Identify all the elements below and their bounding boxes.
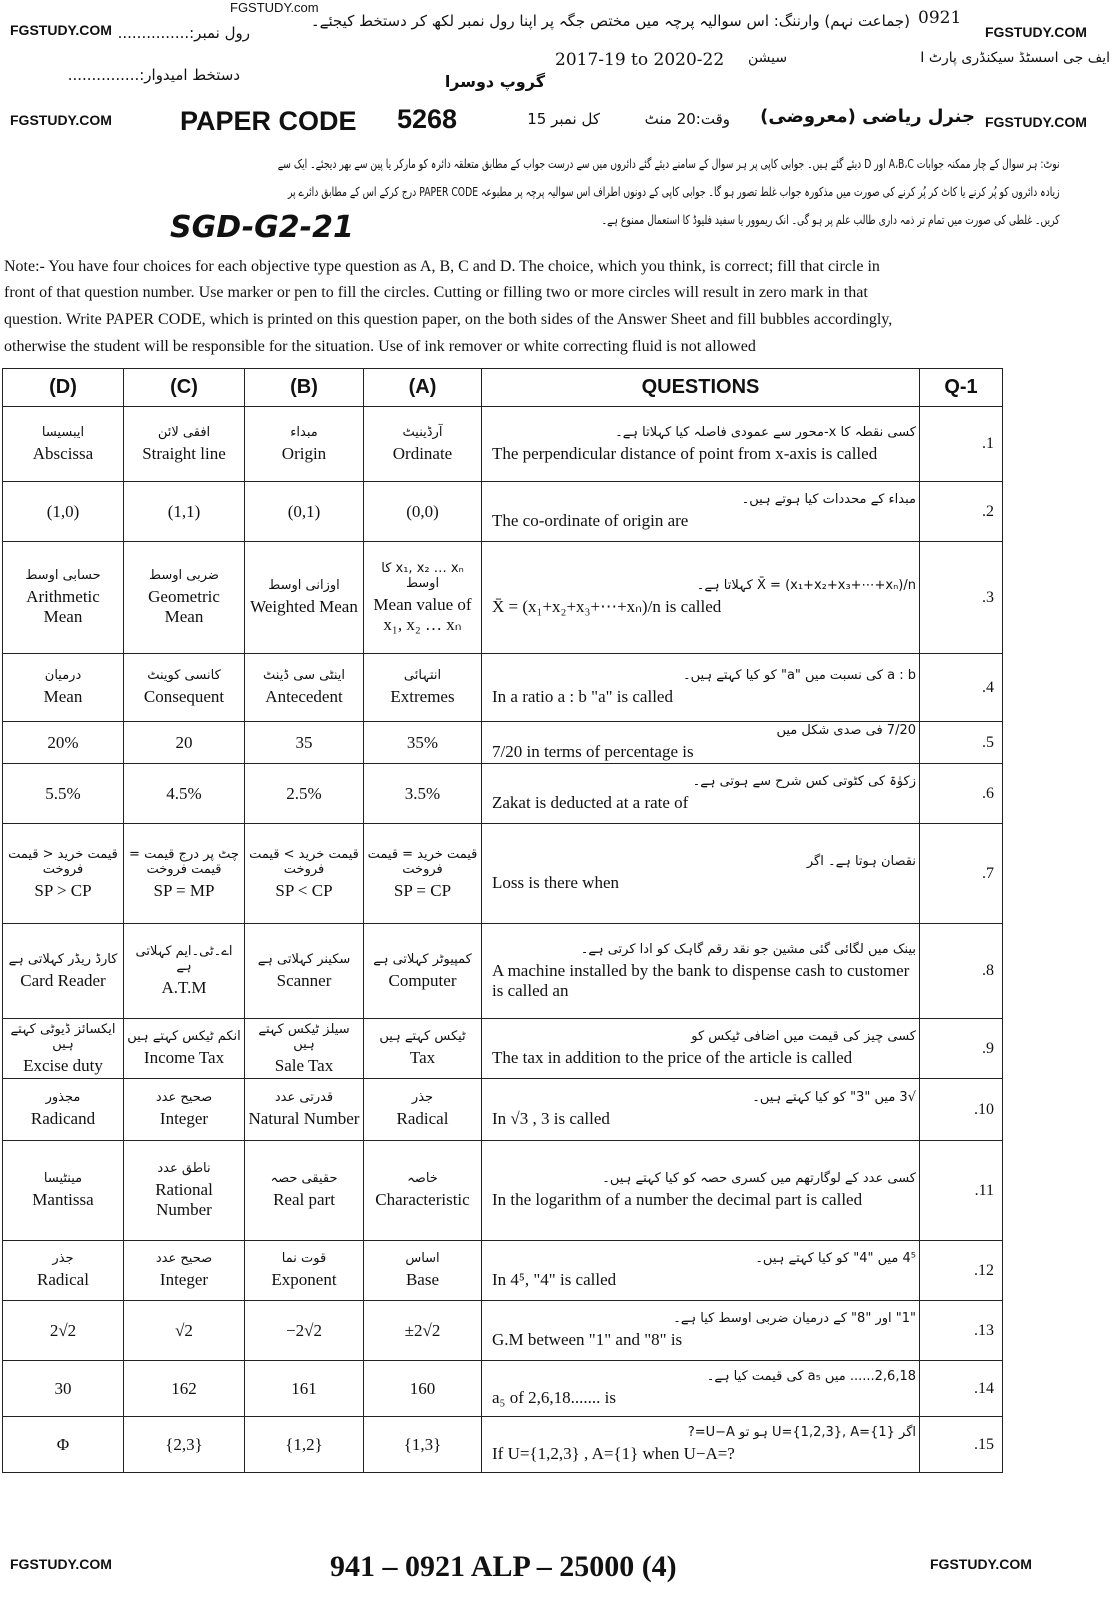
option-c-urdu: افقی لائن [157, 424, 211, 440]
option-d [3, 1241, 124, 1301]
option-d-text: Φ [56, 1434, 70, 1454]
question-english: Loss is there when [492, 873, 620, 892]
option-d-text: 20% [47, 732, 79, 752]
option-a-urdu: قیمت خرید = قیمت فروخت [367, 846, 478, 877]
question-english: X̄ = (x₁+x₂+x₃+⋯+xₙ)/n is called [492, 597, 722, 616]
option-b [245, 1361, 364, 1417]
question-text [482, 407, 920, 482]
option-a-text: 35% [406, 732, 439, 752]
question-number: .6 [920, 764, 1003, 824]
question-row [3, 482, 1003, 542]
option-c [124, 1417, 245, 1473]
option-b [245, 654, 364, 722]
question-text [482, 1019, 920, 1079]
question-text [482, 654, 920, 722]
urdu-instructions [278, 150, 1060, 234]
question-urdu: نقصان ہوتا ہے۔ اگر [806, 854, 916, 869]
option-d [3, 764, 124, 824]
question-row [3, 924, 1003, 1019]
option-b-text: Antecedent [265, 687, 343, 706]
option-d-text: Arithmetic Mean [26, 587, 100, 626]
option-c-urdu: ضربی اوسط [149, 568, 219, 583]
option-a-urdu: اساس [405, 1251, 440, 1266]
question-text [482, 1079, 920, 1141]
question-number: .7 [920, 824, 1003, 924]
option-a-text: Ordinate [392, 443, 453, 463]
option-d [3, 654, 124, 722]
option-a-text: SP = CP [393, 880, 452, 900]
option-d [3, 1079, 124, 1141]
roll-number-field: رول نمبر:............... [117, 24, 250, 42]
option-d-text: Excise duty [23, 1055, 103, 1075]
option-b-text: Natural Number [248, 1109, 360, 1128]
option-d-urdu: مجذور [45, 1090, 81, 1105]
option-c-text: √2 [175, 1320, 193, 1340]
option-a [364, 482, 482, 542]
question-urdu: اگر U={1,2,3}, A={1} ہو تو U−A=? [687, 1425, 916, 1440]
option-d-text: 2√2 [49, 1320, 77, 1340]
option-a [364, 722, 482, 764]
option-b [245, 1019, 364, 1079]
option-b [245, 1301, 364, 1361]
question-english: 7/20 in terms of percentage is [492, 742, 694, 761]
question-number: .11 [920, 1141, 1003, 1241]
option-b [245, 764, 364, 824]
question-text [482, 764, 920, 824]
option-d-urdu: مینٹیسا [43, 1171, 83, 1186]
option-b-urdu: قوت نما [281, 1251, 327, 1266]
option-d-text: SP > CP [34, 880, 92, 900]
option-a [364, 824, 482, 924]
option-c-urdu: صحیح عدد [155, 1090, 213, 1105]
option-d [3, 1417, 124, 1473]
question-english: A machine installed by the bank to dispense cash to customer is called an [492, 960, 910, 1000]
option-d [3, 924, 124, 1019]
total-marks: کل نمبر 15 [527, 110, 600, 128]
option-a [364, 1141, 482, 1241]
option-d [3, 1019, 124, 1079]
option-d [3, 722, 124, 764]
option-c [124, 482, 245, 542]
warning [311, 12, 910, 30]
option-b-urdu: اوزانی اوسط [268, 578, 340, 593]
question-row [3, 1019, 1003, 1079]
option-b-text: Weighted Mean [250, 597, 358, 616]
option-a-urdu: خاصہ [407, 1171, 438, 1186]
paper-code: 5268 [397, 104, 458, 134]
option-c-text: Rational Number [155, 1180, 213, 1219]
question-row [3, 764, 1003, 824]
question-row [3, 407, 1003, 482]
question-urdu: زکوٰۃ کی کٹوتی کس شرح سے ہوتی ہے۔ [692, 774, 916, 789]
question-number: .10 [920, 1079, 1003, 1141]
option-d-urdu: ایکسائز ڈیوٹی کہتے ہیں [10, 1021, 116, 1052]
urdu-note-line: زیادہ دائروں کو پُر کرنے یا کاٹ کر پُر کرنے کی صورت میں مذکورہ جواب غلط تصور ہو گا۔ جوابی کاپی کے دونوں اطراف اس سوالیہ پرچہ پر مطبوعہ PAPER CODE درج کرکے اس کے مطابق دائرے پر [288, 184, 1060, 199]
option-d [3, 542, 124, 654]
option-a [364, 1361, 482, 1417]
option-d-text: 5.5% [45, 783, 81, 803]
option-c-text: Income Tax [143, 1048, 225, 1067]
option-c-text: 162 [171, 1378, 197, 1398]
question-urdu: کسی نقطہ کا x-محور سے عمودی فاصلہ کیا کہلاتا ہے۔ [615, 424, 916, 440]
option-b-text: Origin [281, 443, 327, 463]
session-label: سیشن [748, 50, 788, 66]
question-english: Zakat is deducted at a rate of [492, 793, 689, 812]
question-urdu: کسی چیز کی قیمت میں اضافی ٹیکس کو [691, 1029, 916, 1044]
option-d [3, 824, 124, 924]
option-c-text: Geometric Mean [148, 587, 220, 626]
header-a: (A) [364, 369, 482, 407]
header-questions: QUESTIONS [482, 369, 920, 407]
question-english: If U={1,2,3} , A={1} when U−A=? [492, 1444, 735, 1463]
header-d: (D) [3, 369, 124, 407]
option-b [245, 1079, 364, 1141]
english-note-line: Note:- You have four choices for each objective type question as A, B, C and D. The choice, which you think, is correct; fill that circle in [4, 258, 880, 275]
candidate-signature-field: دستخط امیدوار:............... [67, 66, 240, 84]
footer-code: 941 – 0921 ALP – 25000 (4) [330, 1550, 677, 1583]
question-english: The tax in addition to the price of the article is called [492, 1048, 853, 1067]
option-b-urdu: سیلز ٹیکس کہتے ہیں [258, 1021, 350, 1052]
question-text [482, 1361, 920, 1417]
option-d-text: Abscissa [32, 443, 94, 463]
question-row [3, 1241, 1003, 1301]
watermark: FGSTUDY.COM [985, 24, 1087, 40]
english-note-line: front of that question number. Use marker or pen to fill the circles. Cutting or filling two or more circles will result in zero mark in that [4, 284, 868, 301]
question-number: .2 [920, 482, 1003, 542]
option-c-text: 4.5% [166, 783, 202, 803]
option-c [124, 824, 245, 924]
option-b [245, 482, 364, 542]
option-b-urdu: سکینر کہلاتی ہے [257, 951, 351, 967]
option-a-urdu: x₁, x₂ … xₙ کا اوسط [381, 560, 464, 591]
option-a-text: Computer [388, 970, 457, 990]
watermark: FGSTUDY.COM [985, 114, 1087, 130]
option-b [245, 542, 364, 654]
question-english: G.M between "1" and "8" is [492, 1330, 683, 1349]
watermark: FGSTUDY.COM [10, 22, 112, 38]
option-d [3, 1361, 124, 1417]
option-a-text: {1,3} [403, 1434, 442, 1454]
option-c-urdu: ناطق عدد [157, 1161, 211, 1176]
option-a-text: Characteristic [375, 1190, 470, 1209]
option-b-text: Real part [273, 1190, 335, 1209]
watermark: FGSTUDY.COM [10, 112, 112, 128]
option-b [245, 407, 364, 482]
option-a-text: (0,0) [406, 501, 439, 521]
option-a [364, 1241, 482, 1301]
option-d-urdu: کارڈ ریڈر کہلاتی ہے [8, 951, 118, 967]
question-row [3, 722, 1003, 764]
watermark: FGSTUDY.com [230, 0, 319, 15]
option-a [364, 764, 482, 824]
option-b-urdu: قدرتی عدد [274, 1090, 334, 1105]
question-english: In a ratio a : b "a" is called [492, 687, 673, 706]
option-a-text: Tax [409, 1048, 436, 1067]
option-c-text: Integer [159, 1270, 209, 1289]
session-years: 2017-19 to 2020-22 [555, 50, 725, 70]
option-a-urdu: ٹیکس کہتے ہیں [379, 1029, 466, 1044]
question-row [3, 824, 1003, 924]
option-c [124, 654, 245, 722]
question-english: The perpendicular distance of point from x-axis is called [492, 443, 878, 463]
option-d-urdu: درمیان [44, 668, 82, 683]
option-d-text: Mean [43, 687, 83, 706]
option-c-urdu: انکم ٹیکس کہتے ہیں [127, 1029, 241, 1044]
option-b-text: 2.5% [286, 783, 322, 803]
question-row [3, 1417, 1003, 1473]
option-c-urdu: کانسی کوینٹ [147, 668, 221, 683]
option-b-text: Exponent [271, 1270, 337, 1289]
question-urdu: a : b کی نسبت میں "a" کو کیا کہتے ہیں۔ [683, 668, 916, 683]
option-a-urdu: کمپیوٹر کہلاتی ہے [373, 951, 472, 967]
option-d [3, 1301, 124, 1361]
time-allowed: وقت:20 منٹ [644, 110, 730, 128]
option-a-urdu: آرڈینیٹ [402, 424, 443, 440]
question-number: .12 [920, 1241, 1003, 1301]
question-urdu: 7/20 فی صدی شکل میں [776, 723, 916, 738]
paper-code-label: PAPER CODE [180, 106, 357, 136]
option-d-text: Radicand [30, 1109, 96, 1128]
question-english: In 4⁵, "4" is called [492, 1270, 617, 1289]
option-b-text: (0,1) [287, 501, 321, 521]
option-a-text: Mean value of x₁, x₂ … xₙ [373, 594, 472, 634]
question-number: .4 [920, 654, 1003, 722]
option-c [124, 764, 245, 824]
option-b-text: {1,2} [285, 1434, 323, 1454]
question-text [482, 1141, 920, 1241]
question-number: .8 [920, 924, 1003, 1019]
option-c [124, 1361, 245, 1417]
option-a-text: ±2√2 [404, 1320, 441, 1340]
option-c-urdu: چٹ پر درج قیمت = قیمت فروخت [129, 846, 239, 877]
question-text [482, 542, 920, 654]
option-d-urdu: جذر [52, 1251, 74, 1266]
option-c-urdu: صحیح عدد [155, 1251, 213, 1266]
question-number: .9 [920, 1019, 1003, 1079]
option-b [245, 1241, 364, 1301]
question-urdu: √3 میں "3" کو کیا کہتے ہیں۔ [752, 1090, 916, 1105]
option-c-text: 20 [175, 732, 193, 752]
option-b [245, 1141, 364, 1241]
option-d-urdu: حسابی اوسط [25, 568, 101, 583]
subject-title: جنرل ریاضی (معروضی) [760, 106, 975, 127]
option-b [245, 1417, 364, 1473]
question-row [3, 542, 1003, 654]
question-urdu: مبداء کے محددات کیا ہوتے ہیں۔ [741, 492, 916, 507]
header-c: (C) [124, 369, 245, 407]
option-b [245, 824, 364, 924]
question-row [3, 654, 1003, 722]
option-c-text: A.T.M [161, 978, 207, 997]
option-c [124, 407, 245, 482]
question-text [482, 722, 920, 764]
option-b-text: −2√2 [286, 1320, 322, 1340]
question-urdu: X̄ = (x₁+x₂+x₃+⋯+xₙ)/n کہلاتا ہے۔ [696, 578, 916, 593]
option-c-urdu: اے۔ٹی۔ایم کہلاتی ہے [135, 944, 233, 974]
question-text [482, 824, 920, 924]
question-text [482, 924, 920, 1019]
question-english: In the logarithm of a number the decimal part is called [492, 1190, 863, 1209]
question-english: a₅ of 2,6,18....... is [492, 1388, 616, 1407]
question-number: .1 [920, 407, 1003, 482]
option-b-text: 161 [291, 1378, 317, 1398]
option-d-urdu: قیمت خرید < قیمت فروخت [8, 846, 118, 877]
option-a-text: Extremes [390, 687, 455, 706]
option-c-text: {2,3} [165, 1434, 203, 1454]
option-a-urdu: جذر [411, 1090, 434, 1105]
option-a [364, 654, 482, 722]
header-q1: Q-1 [920, 369, 1003, 407]
option-c [124, 1079, 245, 1141]
option-a-text: Radical [396, 1109, 449, 1128]
option-c-text: Integer [159, 1109, 209, 1128]
option-d-text: Mantissa [32, 1190, 94, 1209]
question-text [482, 1241, 920, 1301]
option-d [3, 1141, 124, 1241]
option-a-text: 3.5% [404, 783, 441, 803]
option-b-text: Scanner [276, 970, 332, 990]
board-name: ایف جی اسسٹڈ سیکنڈری پارٹ I [920, 50, 1110, 66]
question-urdu: "1" اور "8" کے درمیان ضربی اوسط کیا ہے۔ [673, 1311, 916, 1326]
question-row [3, 1361, 1003, 1417]
english-note-line: question. Write PAPER CODE, which is printed on this question paper, on the both sides of the Answer Sheet and fill bubbles accordingly, [4, 311, 893, 328]
question-urdu: 2,6,18...... میں a₅ کی قیمت کیا ہے۔ [706, 1369, 916, 1384]
watermark: FGSTUDY.COM [930, 1556, 1032, 1572]
option-c [124, 924, 245, 1019]
question-row [3, 1141, 1003, 1241]
option-c [124, 1301, 245, 1361]
option-a [364, 1019, 482, 1079]
option-b-text: Sale Tax [274, 1055, 334, 1075]
option-d [3, 407, 124, 482]
watermark: FGSTUDY.COM [10, 1556, 112, 1572]
option-d-text: Radical [37, 1270, 89, 1289]
option-c [124, 1019, 245, 1079]
question-row [3, 1079, 1003, 1141]
urdu-note-line: نوٹ: ہر سوال کے چار ممکنہ جوابات A،B،C اور D دیئے گئے ہیں۔ جوابی کاپی پر ہر سوال کے سامنے دیئے گئے دائروں میں سے درست جواب کے مطابق متعلقہ دائرہ کو مارکر یا پین سے بھر دیجئے۔ ایک سے [278, 156, 1060, 171]
header-b: (B) [245, 369, 364, 407]
option-b-urdu: مبداء [290, 424, 318, 440]
option-b-urdu: قیمت خرید > قیمت فروخت [249, 846, 359, 877]
question-urdu: کسی عدد کے لوگارتھم میں کسری حصہ کو کیا کہتے ہیں۔ [602, 1171, 916, 1186]
class-code: 0921 [918, 8, 962, 28]
option-b-urdu: اینٹی سی ڈینٹ [263, 668, 345, 683]
urdu-note-line: کریں۔ غلطی کی صورت میں تمام تر ذمہ داری طالب علم پر ہو گی۔ انک ریموور یا سفید فلیوڈ کا استعمال ممنوع ہے۔ [602, 212, 1060, 227]
question-text [482, 1417, 920, 1473]
option-a-text: Base [405, 1270, 440, 1289]
group-label: گروپ دوسرا [444, 72, 545, 91]
option-d-urdu: ایبسیسا [41, 424, 85, 440]
option-a [364, 542, 482, 654]
option-c [124, 722, 245, 764]
option-d-text: Card Reader [20, 970, 106, 990]
option-b [245, 924, 364, 1019]
option-c-text: Straight line [142, 443, 226, 463]
question-number: .14 [920, 1361, 1003, 1417]
question-urdu: 4⁵ میں "4" کو کیا کہتے ہیں۔ [755, 1251, 916, 1266]
questions-table [2, 368, 1003, 1473]
question-text [482, 482, 920, 542]
question-number: .13 [920, 1301, 1003, 1361]
question-number: .5 [920, 722, 1003, 764]
warning-text: وارننگ: اس سوالیہ پرچہ میں مختص جگہ پر اپنا رول نمبر لکھ کر دستخط کیجئے۔ [310, 12, 820, 30]
option-a [364, 407, 482, 482]
option-c [124, 1141, 245, 1241]
option-a [364, 924, 482, 1019]
option-c-text: Consequent [143, 687, 225, 706]
question-text [482, 1301, 920, 1361]
option-a [364, 1417, 482, 1473]
option-c-text: (1,1) [167, 501, 201, 521]
option-d [3, 482, 124, 542]
option-c-text: SP = MP [153, 880, 215, 900]
question-row [3, 1301, 1003, 1361]
question-number: .15 [920, 1417, 1003, 1473]
option-c [124, 1241, 245, 1301]
option-d-text: 30 [54, 1378, 72, 1398]
question-english: The co-ordinate of origin are [492, 511, 689, 530]
option-a-text: 160 [409, 1378, 436, 1398]
option-b-urdu: حقیقی حصہ [270, 1171, 338, 1186]
option-a [364, 1079, 482, 1141]
question-urdu: بینک میں لگائی گئی مشین جو نقد رقم گاہک کو ادا کرتی ہے۔ [580, 941, 916, 957]
option-b-text: 35 [295, 732, 313, 752]
handwritten-code: SGD-G2-21 [170, 210, 354, 245]
option-d-text: (1,0) [46, 501, 80, 521]
option-a [364, 1301, 482, 1361]
question-number: .3 [920, 542, 1003, 654]
english-note-line: otherwise the student will be responsible for the situation. Use of ink remover or white correcting fluid is not allowed [4, 338, 756, 355]
option-a-urdu: انتہائی [403, 668, 442, 683]
question-english: In √3 , 3 is called [492, 1109, 610, 1128]
option-b [245, 722, 364, 764]
class-label: (جماعت نہم) [824, 12, 910, 30]
option-b-text: SP < CP [275, 880, 333, 900]
option-c [124, 542, 245, 654]
